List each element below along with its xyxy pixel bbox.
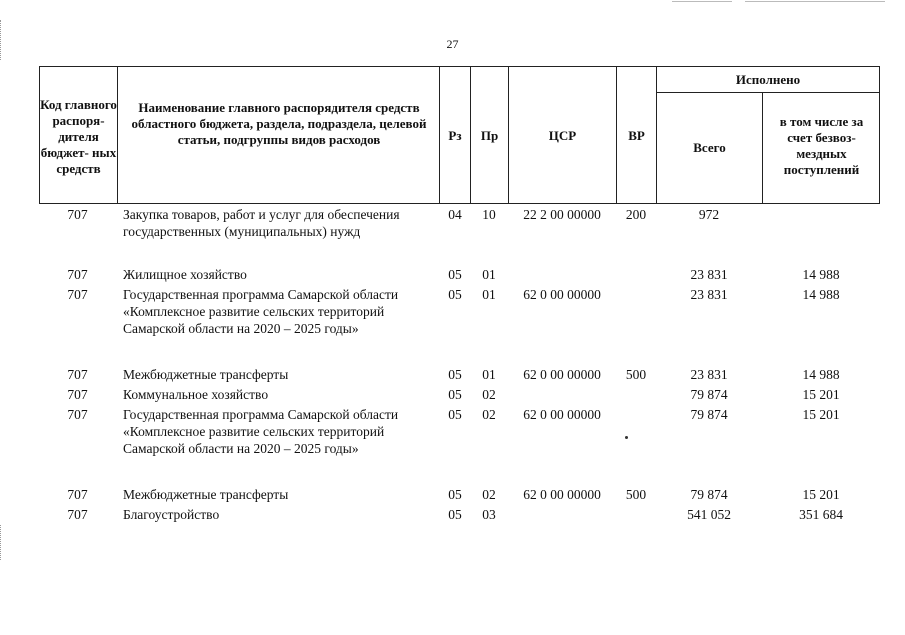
cell-total: 972	[698, 207, 720, 222]
cell-total: 79 874	[690, 487, 728, 502]
cell-free: 15 201	[802, 407, 840, 422]
cell-code: 707	[67, 267, 88, 282]
page-number: 27	[446, 37, 459, 51]
cell-code: 707	[67, 387, 88, 402]
scan-edge-mark	[0, 525, 5, 560]
cell-code: 707	[67, 507, 88, 522]
cell-free: 351 684	[799, 507, 843, 522]
cell-csr: 62 0 00 00000	[523, 407, 601, 422]
cell-code: 707	[67, 287, 88, 302]
cell-free: 15 201	[802, 387, 840, 402]
cell-name: Межбюджетные трансферты	[123, 367, 289, 382]
header-col-border	[117, 66, 118, 204]
cell-pr: 03	[482, 507, 496, 522]
header-col-border	[762, 92, 763, 204]
cell-vr: 200	[625, 207, 647, 222]
header-rz: Рз	[448, 128, 462, 143]
cell-free: 14 988	[802, 287, 840, 302]
cell-name: Государственная программа Самарской области «Комплексное развитие сельских территорий Самарской области на 2020 – 2025 годы»	[123, 407, 399, 456]
cell-pr: 02	[482, 387, 496, 402]
cell-total: 23 831	[690, 287, 728, 302]
cell-name: Закупка товаров, работ и услуг для обеспечения государственных (муниципальных) нужд	[123, 207, 400, 239]
cell-rz: 05	[448, 507, 462, 522]
cell-pr: 01	[482, 287, 496, 302]
cell-pr: 01	[482, 367, 496, 382]
cell-rz: 05	[448, 267, 462, 282]
header-code: Код главного распоря- дителя бюджет- ных средств	[40, 96, 117, 176]
cell-code: 707	[67, 487, 88, 502]
cell-free: 15 201	[802, 487, 840, 502]
cell-total: 79 874	[690, 387, 728, 402]
cell-pr: 01	[482, 267, 496, 282]
cell-code: 707	[67, 207, 88, 222]
header-executed-divider	[656, 92, 880, 93]
cell-name: Благоустройство	[123, 507, 220, 522]
scan-artifact-line	[745, 1, 885, 2]
cell-csr: 22 2 00 00000	[523, 207, 601, 222]
cell-vr: 500	[625, 367, 647, 382]
cell-rz: 05	[448, 287, 462, 302]
cell-rz: 04	[448, 207, 462, 222]
header-csr: ЦСР	[548, 128, 577, 143]
cell-rz: 05	[448, 487, 462, 502]
header-top-border	[39, 66, 880, 67]
cell-csr: 62 0 00 00000	[523, 487, 601, 502]
cell-total: 23 831	[690, 367, 728, 382]
cell-rz: 05	[448, 387, 462, 402]
header-executed: Исполнено	[735, 72, 801, 87]
cell-pr: 10	[482, 207, 496, 222]
header-name: Наименование главного распорядителя средств областного бюджета, раздела, подраздела, целевой статьи, подгруппы видов расходов	[131, 100, 427, 147]
scan-artifact-line	[672, 1, 732, 2]
cell-total: 23 831	[690, 267, 728, 282]
cell-free: 14 988	[802, 367, 840, 382]
cell-code: 707	[67, 407, 88, 422]
header-total: Всего	[693, 140, 726, 155]
cell-rz: 05	[448, 407, 462, 422]
scan-speck	[625, 436, 628, 439]
header-col-border	[879, 66, 880, 204]
cell-name: Межбюджетные трансферты	[123, 487, 289, 502]
header-pr: Пр	[480, 128, 499, 143]
header-bottom-border	[39, 203, 880, 204]
cell-total: 79 874	[690, 407, 728, 422]
cell-total: 541 052	[687, 507, 731, 522]
cell-csr: 62 0 00 00000	[523, 367, 601, 382]
cell-pr: 02	[482, 407, 496, 422]
header-vr: ВР	[628, 128, 645, 143]
cell-free: 14 988	[802, 267, 840, 282]
cell-pr: 02	[482, 487, 496, 502]
cell-code: 707	[67, 367, 88, 382]
cell-vr: 500	[625, 487, 647, 502]
cell-name: Жилищное хозяйство	[123, 267, 247, 282]
cell-csr: 62 0 00 00000	[523, 287, 601, 302]
header-free: в том числе за счет безвоз- мездных поступлений	[779, 114, 864, 177]
cell-name: Коммунальное хозяйство	[123, 387, 269, 402]
cell-name: Государственная программа Самарской области «Комплексное развитие сельских территорий Самарской области на 2020 – 2025 годы»	[123, 287, 399, 336]
cell-rz: 05	[448, 367, 462, 382]
table-header	[39, 66, 880, 204]
